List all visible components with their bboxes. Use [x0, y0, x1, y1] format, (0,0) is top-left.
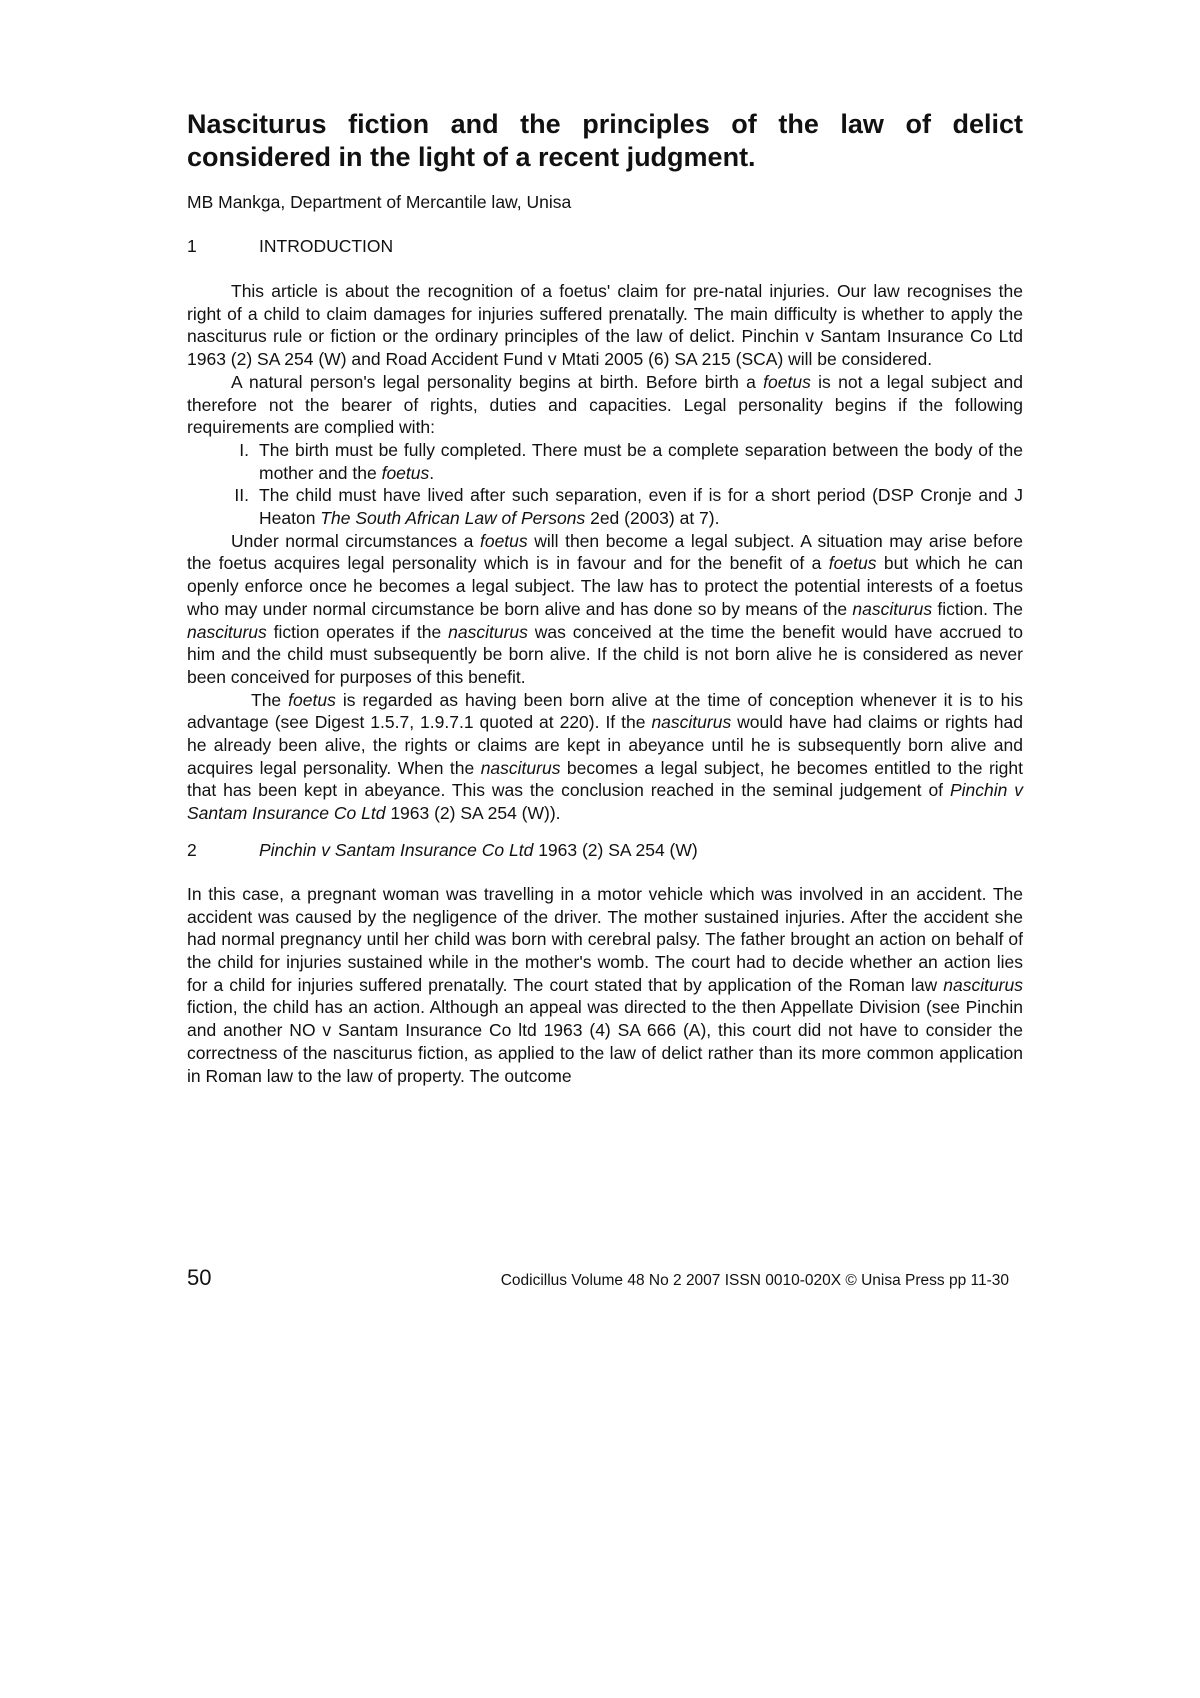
paragraph-case-facts — [187, 883, 1023, 1087]
text-run: will then become a legal subject. A situation may arise before the foetus acquires legal personality which is in favour and for the benefit of a — [187, 530, 1023, 574]
list-item — [187, 439, 1023, 484]
text-run: 1963 (2) SA 254 (W)). — [385, 803, 561, 824]
text-run: becomes a legal subject, he becomes entitled to the right that has been kept in abeyance. This was the conclusion reached in the seminal judgement of — [187, 757, 1023, 801]
text-run: fiction. The — [932, 598, 1024, 619]
italic-term: nasciturus — [852, 598, 933, 619]
requirements-list — [187, 439, 1023, 530]
section-2-title — [259, 839, 698, 861]
section-2-heading — [187, 839, 1023, 861]
italic-term: foetus — [479, 530, 528, 551]
page-number: 50 — [187, 1265, 212, 1290]
italic-term: nasciturus — [943, 974, 1023, 995]
text-run: is regarded as having been born alive at the time of conception whenever it is to his advantage (see Digest 1.5.7, 1.9.7.1 quoted at 220). If the — [187, 689, 1023, 733]
list-item — [187, 484, 1023, 529]
author-line: MB Mankga, Department of Mercantile law, Unisa — [187, 192, 572, 212]
italic-term: nasciturus — [448, 621, 528, 642]
list-marker: II. — [234, 485, 249, 506]
text-run: In this case, a pregnant woman was travelling in a motor vehicle which was involved in an accident. The accident was caused by the negligence of the driver. The mother sustained injuries. After the accident she had normal pregnancy until her child was born with cerebral palsy. The father brought an action on behalf of the child for injuries sustained while in the mother's womb. The court had to decide whether an action lies for a child for injuries suffered prenatally. The court stated that by application of the Roman law — [187, 883, 1023, 995]
section-1-heading — [187, 235, 1023, 257]
italic-term: nasciturus — [480, 757, 561, 778]
section-2-body — [187, 883, 1023, 1087]
italic-term: foetus — [288, 689, 336, 710]
paragraph-foetus-advantage — [187, 689, 1023, 825]
text-run: The child must have lived after such separation, even if is for a short period (DSP Cronje and J Heaton — [259, 485, 1023, 529]
text-run: fiction, the child has an action. Although an appeal was directed to the then Appellate Division (see Pinchin and another NO v Santam Insurance Co ltd 1963 (4) SA 666 (A), this court did not have to consider the correctness of the nasciturus fiction, as applied to the law of delict rather than its more common application in Roman law to the law of property. The outcome — [187, 997, 1023, 1086]
text-run: is not a legal subject and therefore not the bearer of rights, duties and capacities. Legal personality begins if the following requirements are complied with: — [187, 371, 1023, 438]
italic-term: nasciturus — [187, 621, 267, 642]
text-run: would have had claims or rights had he already been alive, the rights or claims are kept in abeyance until he is subsequently born alive and acquires legal personality. When the — [187, 712, 1023, 778]
article-page — [187, 108, 1023, 1087]
section-1-title: INTRODUCTION — [259, 236, 394, 256]
italic-case-name: Pinchin v Santam Insurance Co Ltd — [187, 780, 1023, 824]
text-run: The birth must be fully completed. There must be a complete separation between the body of the mother and the — [259, 439, 1023, 483]
text-run: but which he can openly enforce once he becomes a legal subject. The law has to protect the potential interests of a foetus who may under normal circumstance be born alive and has done so by means of the — [187, 553, 1023, 619]
italic-term: The South African Law of Persons — [320, 508, 586, 529]
text-run: 1963 (2) SA 254 (W) — [533, 839, 698, 860]
italic-term: nasciturus — [651, 712, 732, 733]
paragraph-normal-circumstances — [187, 530, 1023, 689]
section-1-number: 1 — [187, 236, 197, 256]
page-footer — [187, 1265, 1023, 1291]
text-run: was conceived at the time the benefit would have accrued to him and the child must subsequently be born alive. If the child is not born alive he is considered as never been conceived for purposes of this benefit. — [187, 621, 1023, 687]
text-run: The — [251, 689, 289, 710]
list-marker: I. — [239, 439, 249, 460]
text-run: . — [429, 462, 435, 483]
section-1-body — [187, 280, 1023, 825]
text-run: 2ed (2003) at 7). — [585, 508, 720, 529]
list-item-text — [259, 484, 1023, 529]
section-2-number: 2 — [187, 839, 197, 860]
list-item-text — [259, 439, 1023, 484]
text-run: A natural person's legal personality begins at birth. Before birth a — [231, 371, 764, 392]
italic-case-name: Pinchin v Santam Insurance Co Ltd — [259, 839, 534, 860]
italic-term: foetus — [381, 462, 430, 483]
paragraph-intro: This article is about the recognition of a foetus' claim for pre-natal injuries. Our law recognises the right of a child to claim damages for injuries suffered prenatally. The main difficulty is whether to apply the nasciturus rule or fiction or the ordinary principles of the law of delict. Pinchin v Santam Insurance Co Ltd 1963 (2) SA 254 (W) and Road Accident Fund v Mtati 2005 (6) SA 215 (SCA) will be considered. — [187, 281, 1023, 370]
text-run: fiction operates if the — [266, 621, 449, 642]
italic-term: foetus — [828, 553, 877, 574]
text-run: Under normal circumstances a — [231, 530, 480, 551]
article-title: Nasciturus fiction and the principles of the law of delict considered in the light of a recent judgment. — [187, 109, 1023, 172]
paragraph-legal-personality — [187, 371, 1023, 439]
italic-term: foetus — [763, 371, 811, 392]
journal-citation: Codicillus Volume 48 No 2 2007 ISSN 0010-020X © Unisa Press pp 11-30 — [500, 1272, 1009, 1289]
